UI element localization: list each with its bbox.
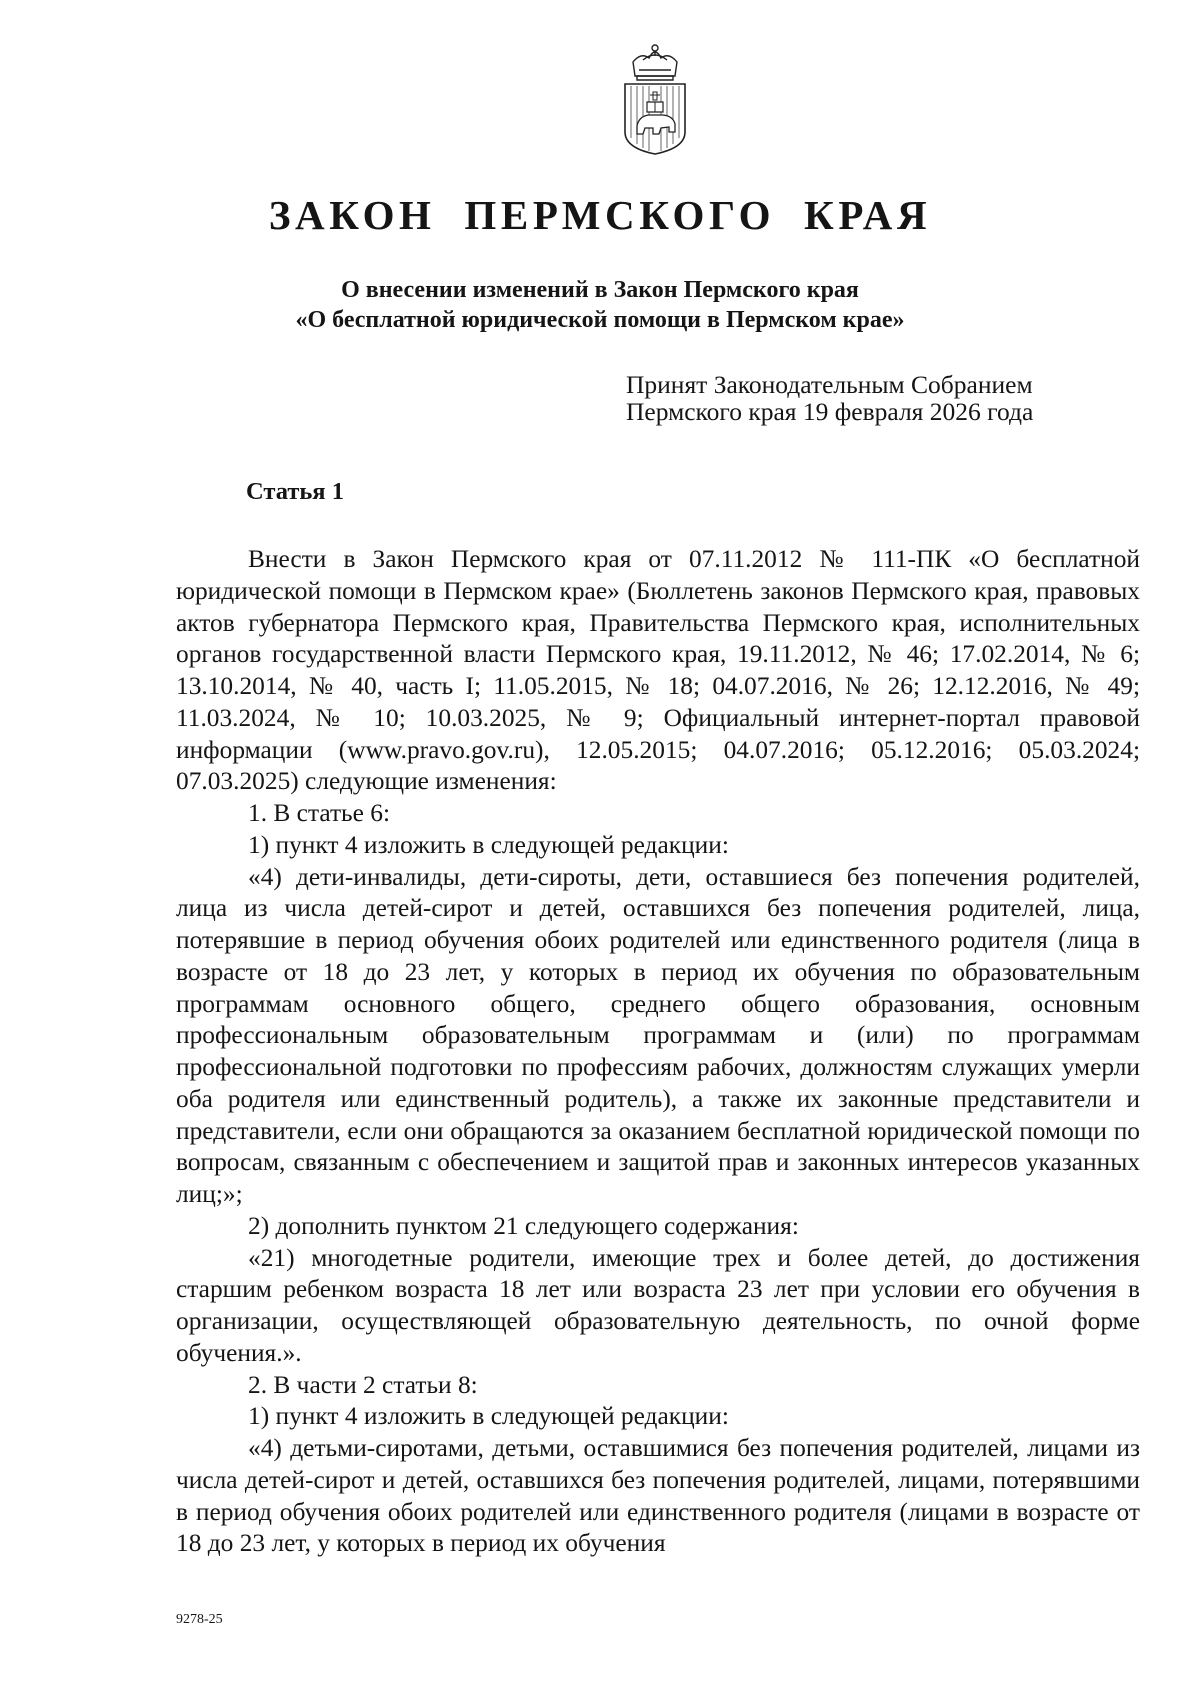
adoption-line: Пермского края 19 февраля 2026 года	[626, 397, 1034, 426]
body-paragraph: Внести в Закон Пермского края от 07.11.2012 № 111-ПК «О бесплатной юридической помощи в Пермском крае» (Бюллетень законов Пермского края, правовых актов губернатора Пермского края, Правительства Пермского края, исполнительных органов государственной власти Пермского края, 19.11.2012, № 46; 17.02.2014, № 6; 13.10.2014, № 40, часть I; 11.05.2015, № 18; 04.07.2016, № 26; 12.12.2016, № 49; 11.03.2024, № 10; 10.03.2025, № 9; Официальный интернет-портал правовой информации (www.pravo.gov.ru), 12.05.2015; 04.07.2016; 05.12.2016; 05.03.2024; 07.03.2025) следующие изменения:	[176, 545, 1140, 796]
body-paragraph: 1) пункт 4 изложить в следующей редакции:	[248, 1402, 729, 1431]
law-title: ЗАКОН ПЕРМСКОГО КРАЯ	[268, 192, 932, 238]
body-paragraph: «21) многодетные родители, имеющие трех и более детей, до достижения старшим ребенком возраста 18 лет или возраста 23 лет при условии его обучения в организации, осуществляющей образовательную деятельность, по очной форме обучения.».	[176, 1243, 1140, 1367]
perm-krai-coat-of-arms-icon	[617, 40, 693, 156]
law-subtitle	[0, 275, 1200, 335]
subtitle-line: О внесении изменений в Закон Пермского края	[341, 277, 859, 303]
body-paragraph: «4) дети-инвалиды, дети-сироты, дети, оставшиеся без попечения родителей, лица из числа детей-сирот и детей, оставшихся без попечения родителей, лица, потерявшие в период обучения обоих родителей или единственного родителя (лица в возрасте от 18 до 23 лет, у которых в период их обучения по образовательным программам основного общего, среднего общего образования, основным профессиональным образовательным программам и (или) по программам профессиональной подготовки по профессиям рабочих, должностям служащих умерли оба родителя или единственный родитель), а также их законные представители и представители, если они обращаются за оказанием бесплатной юридической помощи по вопросам, связанным с обеспечением и защитой прав и законных интересов указанных лиц;»;	[176, 862, 1140, 1208]
body-paragraph: 1. В статье 6:	[248, 799, 391, 827]
adoption-note	[626, 371, 1086, 425]
body-paragraph: «4) детьми-сиротами, детьми, оставшимися без попечения родителей, лицами из числа детей-сирот и детей, оставшихся без попечения родителей, лицами, потерявшими в период обучения обоих родителей или единственного родителя (лицами в возрасте от 18 до 23 лет, у которых в период их обучения	[176, 1434, 1140, 1558]
body-paragraph: 1) пункт 4 изложить в следующей редакции:	[248, 830, 729, 859]
article-body	[176, 544, 1140, 1560]
subtitle-line: «О бесплатной юридической помощи в Пермском крае»	[295, 307, 905, 333]
article-heading: Статья 1	[246, 478, 344, 505]
body-paragraph: 2. В части 2 статьи 8:	[248, 1370, 478, 1399]
body-paragraph: 2) дополнить пунктом 21 следующего содержания:	[248, 1211, 799, 1240]
adoption-line: Принят Законодательным Собранием	[626, 370, 1033, 399]
document-code: 9278-25	[176, 1612, 223, 1627]
